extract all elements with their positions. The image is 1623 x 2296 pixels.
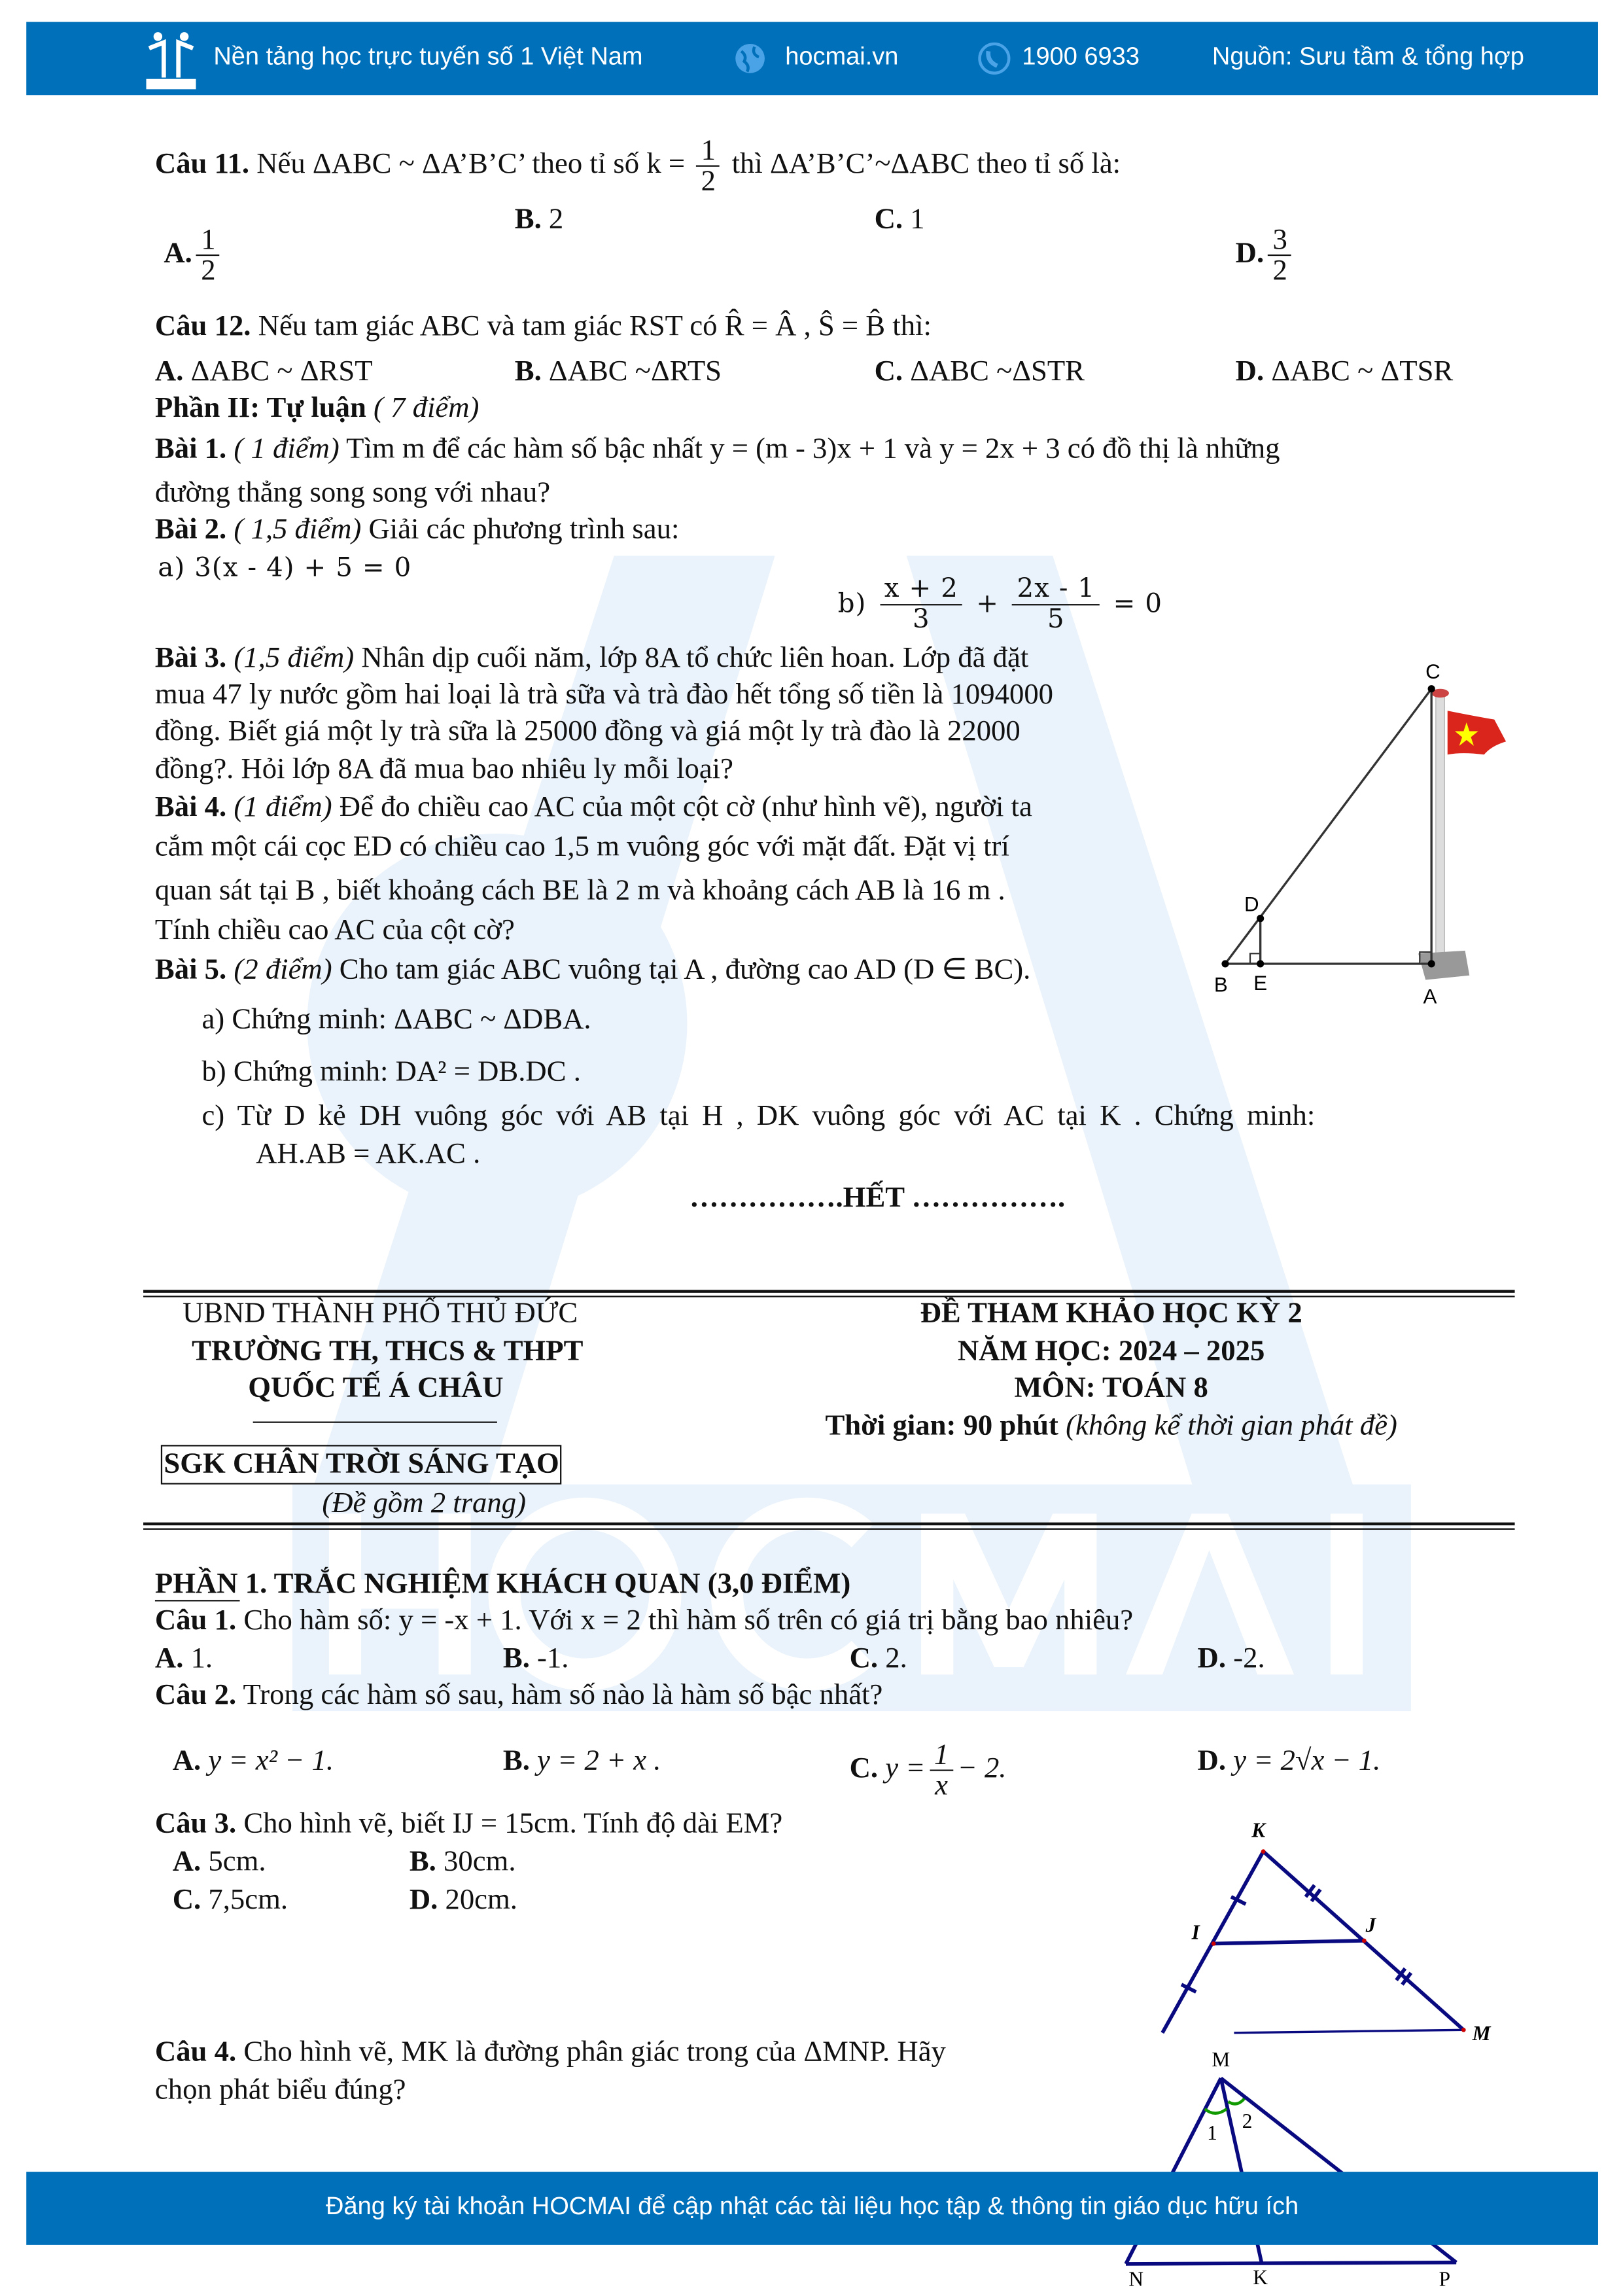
label-m: M — [1472, 2021, 1491, 2045]
question-label: Câu 3. — [154, 1807, 237, 1840]
option-value: 2. — [878, 1642, 907, 1675]
option-key: A. — [154, 355, 184, 388]
exercise-text: mua 47 ly nước gồm hai loại là trà sữa và trà đào hết tổng số tiền là 1094000 — [154, 679, 1054, 711]
option-key: B. — [502, 1744, 530, 1777]
heading-points: ( 7 điểm) — [366, 392, 480, 425]
option-value: ΔABC ~ΔRTS — [541, 355, 722, 388]
question-text: Trong các hàm số sau, hàm số nào là hàm số bậc nhất? — [236, 1678, 883, 1712]
operator: + — [976, 588, 1000, 620]
label-c: C — [1425, 660, 1440, 684]
question-text: Cho hàm số: y = -x + 1. Với x = 2 thì hàm số trên có giá trị bằng bao nhiêu? — [236, 1604, 1134, 1637]
denominator: 2 — [701, 165, 716, 198]
option-value: ΔABC ~ ΔRST — [183, 355, 373, 388]
question-text: Cho hình vẽ, biết IJ = 15cm. Tính độ dài EM? — [236, 1807, 783, 1840]
option-key: A. — [172, 1744, 201, 1777]
option-value: 1 — [903, 203, 925, 236]
option-value: y = — [878, 1752, 926, 1785]
option-key: D. — [409, 1883, 438, 1916]
school-name: TRƯỜNG TH, THCS & THPT — [192, 1335, 584, 1368]
exercise-text: quan sát tại B , biết khoảng cách BE là 2 m và khoảng cách AB là 16 m . — [154, 874, 1005, 907]
exercise-points: ( 1 điểm) — [226, 433, 340, 465]
time-value: Thời gian: 90 phút — [825, 1409, 1058, 1442]
option-value: 5cm. — [201, 1845, 266, 1878]
question-label: Câu 11. — [154, 147, 250, 181]
operator: = 0 — [1113, 588, 1163, 620]
option-value: 1. — [183, 1642, 213, 1675]
subject: MÔN: TOÁN 8 — [1014, 1371, 1208, 1404]
option-value: 2 — [541, 203, 564, 236]
option-key: B. — [514, 203, 542, 236]
option-key: B. — [502, 1642, 530, 1675]
label-i: I — [1191, 1920, 1200, 1944]
equation-label: b) — [837, 588, 867, 620]
time-note: (không kể thời gian phát đề) — [1058, 1409, 1397, 1442]
exercise-text: Để đo chiều cao AC của một cột cờ (như hình vẽ), người ta — [332, 791, 1032, 824]
exercise-text: Giải các phương trình sau: — [361, 513, 680, 546]
phone-number[interactable]: 1900 6933 — [1022, 42, 1140, 71]
numerator: 3 — [1268, 228, 1292, 256]
option-key: A. — [154, 1642, 184, 1675]
option-key: D. — [1235, 355, 1265, 388]
label-d: D — [1244, 892, 1259, 916]
numerator: 2x - 1 — [1013, 578, 1100, 605]
exercise-text: Tìm m để các hàm số bậc nhất y = (m - 3)x + 1 và y = 2x + 3 có đồ thị là những — [339, 433, 1280, 465]
school-year: NĂM HỌC: 2024 – 2025 — [958, 1335, 1265, 1368]
question-label: Câu 2. — [154, 1678, 237, 1712]
numerator: 1 — [930, 1743, 953, 1771]
question-text: Cho hình vẽ, MK là đường phân giác trong của ΔMNP. Hãy — [236, 2036, 946, 2068]
exercise-text: đồng. Biết giá một ly trà sữa là 25000 đồng và giá một ly trà đào là 22000 — [154, 715, 1021, 748]
heading-title: PHẦN 1. TRẮC NGHIỆM KHÁCH QUAN (3,0 ĐIỂM) — [154, 1568, 851, 1600]
option-value: 30cm. — [436, 1845, 516, 1878]
exercise-points: (1,5 điểm) — [226, 642, 355, 675]
textbook-label: SGK CHÂN TRỜI SÁNG TẠO — [161, 1445, 562, 1484]
label-k: K — [1251, 1818, 1266, 1842]
label-a: A — [1423, 985, 1437, 1008]
denominator: 2 — [1272, 254, 1287, 287]
label-m: M — [1212, 2048, 1230, 2072]
option-value: 20cm. — [438, 1883, 517, 1916]
bottom-banner — [26, 2172, 1598, 2245]
exercise-label: Bài 4. — [154, 791, 227, 824]
angle-2-arc — [1228, 2098, 1244, 2104]
question-label: Câu 4. — [154, 2036, 237, 2068]
exercise-5-part-c: c) Từ D kẻ DH vuông góc với AB tại H , DK vuông góc với AC tại K . Chứng minh: — [201, 1099, 1316, 1132]
exercise-text: cắm một cái cọc ED có chiều cao 1,5 m vuông góc với mặt đất. Đặt vị trí — [154, 830, 1009, 863]
denominator: 2 — [201, 254, 216, 287]
exercise-text: đồng?. Hỏi lớp 8A đã mua bao nhiêu ly mỗi loại? — [154, 753, 733, 786]
label-k: K — [1253, 2266, 1268, 2289]
exercise-text: đường thẳng song song với nhau? — [154, 476, 551, 509]
option-key: C. — [172, 1883, 201, 1916]
option-value: 7,5cm. — [201, 1883, 288, 1916]
equation-a: a) 3(x - 4) + 5 = 0 — [158, 552, 412, 584]
option-value: y = 2 + x . — [529, 1744, 661, 1777]
exercise-5-part-c-formula: AH.AB = AK.AC . — [256, 1137, 481, 1171]
question-text: thì ΔA’B’C’~ΔABC theo tỉ số là: — [731, 147, 1121, 181]
option-key: C. — [874, 203, 903, 236]
label-j: J — [1365, 1913, 1376, 1937]
exam-title: ĐỀ THAM KHẢO HỌC KỲ 2 — [920, 1297, 1302, 1330]
footer-text[interactable]: Đăng ký tài khoản HOCMAI để cập nhật các tài liệu học tập & thông tin giáo dục hữu ích — [326, 2192, 1299, 2220]
option-value: -1. — [529, 1642, 569, 1675]
authority-name: UBND THÀNH PHỐ THỦ ĐỨC — [182, 1297, 578, 1330]
option-value: y = 2√x − 1. — [1226, 1744, 1381, 1777]
school-name-line-2: QUỐC TẾ Á CHÂU — [248, 1371, 504, 1404]
question-text: chọn phát biểu đúng? — [154, 2074, 406, 2106]
exercise-points: ( 1,5 điểm) — [226, 513, 362, 546]
end-marker: …………….HẾT ……………. — [689, 1181, 1066, 1214]
denominator: 3 — [912, 604, 930, 635]
exercise-label: Bài 3. — [154, 642, 227, 675]
label-angle-2: 2 — [1242, 2110, 1253, 2133]
question-label: Câu 1. — [154, 1604, 237, 1637]
option-key: D. — [1197, 1744, 1227, 1777]
label-angle-1: 1 — [1207, 2121, 1217, 2144]
exercise-text: Tính chiều cao AC của cột cờ? — [154, 913, 515, 947]
heading-title: Phần II: Tự luận — [154, 392, 366, 425]
exercise-label: Bài 2. — [154, 513, 227, 546]
question-text: Nếu ΔABC ~ ΔA’B’C’ theo tỉ số k = — [249, 147, 686, 181]
option-key: C. — [849, 1642, 879, 1675]
option-key: B. — [409, 1845, 436, 1878]
exercise-text: Cho tam giác ABC vuông tại A , đường cao AD (D ∈ BC). — [332, 953, 1031, 986]
option-key: A. — [172, 1845, 201, 1878]
label-p: P — [1439, 2267, 1450, 2291]
option-key: D. — [1235, 237, 1265, 270]
triangle-kim-figure — [1162, 1852, 1463, 2033]
option-key: C. — [874, 355, 903, 388]
exercise-label: Bài 1. — [154, 433, 227, 465]
label-n: N — [1128, 2267, 1143, 2291]
numerator: 1 — [697, 139, 720, 166]
exercise-points: (1 điểm) — [226, 791, 332, 824]
question-text: Nếu tam giác ABC và tam giác RST có R̂ = Â , Ŝ = B̂ thì: — [251, 309, 932, 343]
option-key: B. — [514, 355, 542, 388]
exercise-points: (2 điểm) — [226, 953, 332, 986]
question-label: Câu 12. — [154, 309, 251, 343]
option-key: C. — [849, 1752, 879, 1785]
exercise-5-part-b: b) Chứng minh: DA² = DB.DC . — [201, 1055, 581, 1088]
option-key: A. — [164, 237, 192, 270]
option-value: ΔABC ~ ΔTSR — [1264, 355, 1454, 388]
angle-1-arc — [1205, 2109, 1227, 2113]
option-value: − 2. — [957, 1752, 1007, 1785]
option-value: y = x² − 1. — [201, 1744, 334, 1777]
label-e: E — [1253, 972, 1268, 995]
option-value: ΔABC ~ΔSTR — [903, 355, 1085, 388]
option-key: D. — [1197, 1642, 1227, 1675]
denominator: 5 — [1047, 604, 1065, 635]
exercise-label: Bài 5. — [154, 953, 227, 986]
source-note: Nguồn: Sưu tầm & tổng hợp — [1212, 42, 1524, 71]
slogan: Nền tảng học trực tuyến số 1 Việt Nam — [213, 42, 643, 71]
website-link[interactable]: hocmai.vn — [785, 42, 899, 71]
numerator: x + 2 — [880, 578, 963, 605]
option-value: -2. — [1226, 1642, 1265, 1675]
label-b: B — [1213, 973, 1228, 997]
exercise-5-part-a: a) Chứng minh: ΔABC ~ ΔDBA. — [201, 1003, 591, 1036]
denominator: x — [935, 1769, 948, 1802]
numerator: 1 — [197, 228, 220, 256]
page-count: (Đề gồm 2 trang) — [322, 1487, 527, 1520]
exercise-text: Nhân dịp cuối năm, lớp 8A tổ chức liên hoan. Lớp đã đặt — [354, 642, 1029, 675]
